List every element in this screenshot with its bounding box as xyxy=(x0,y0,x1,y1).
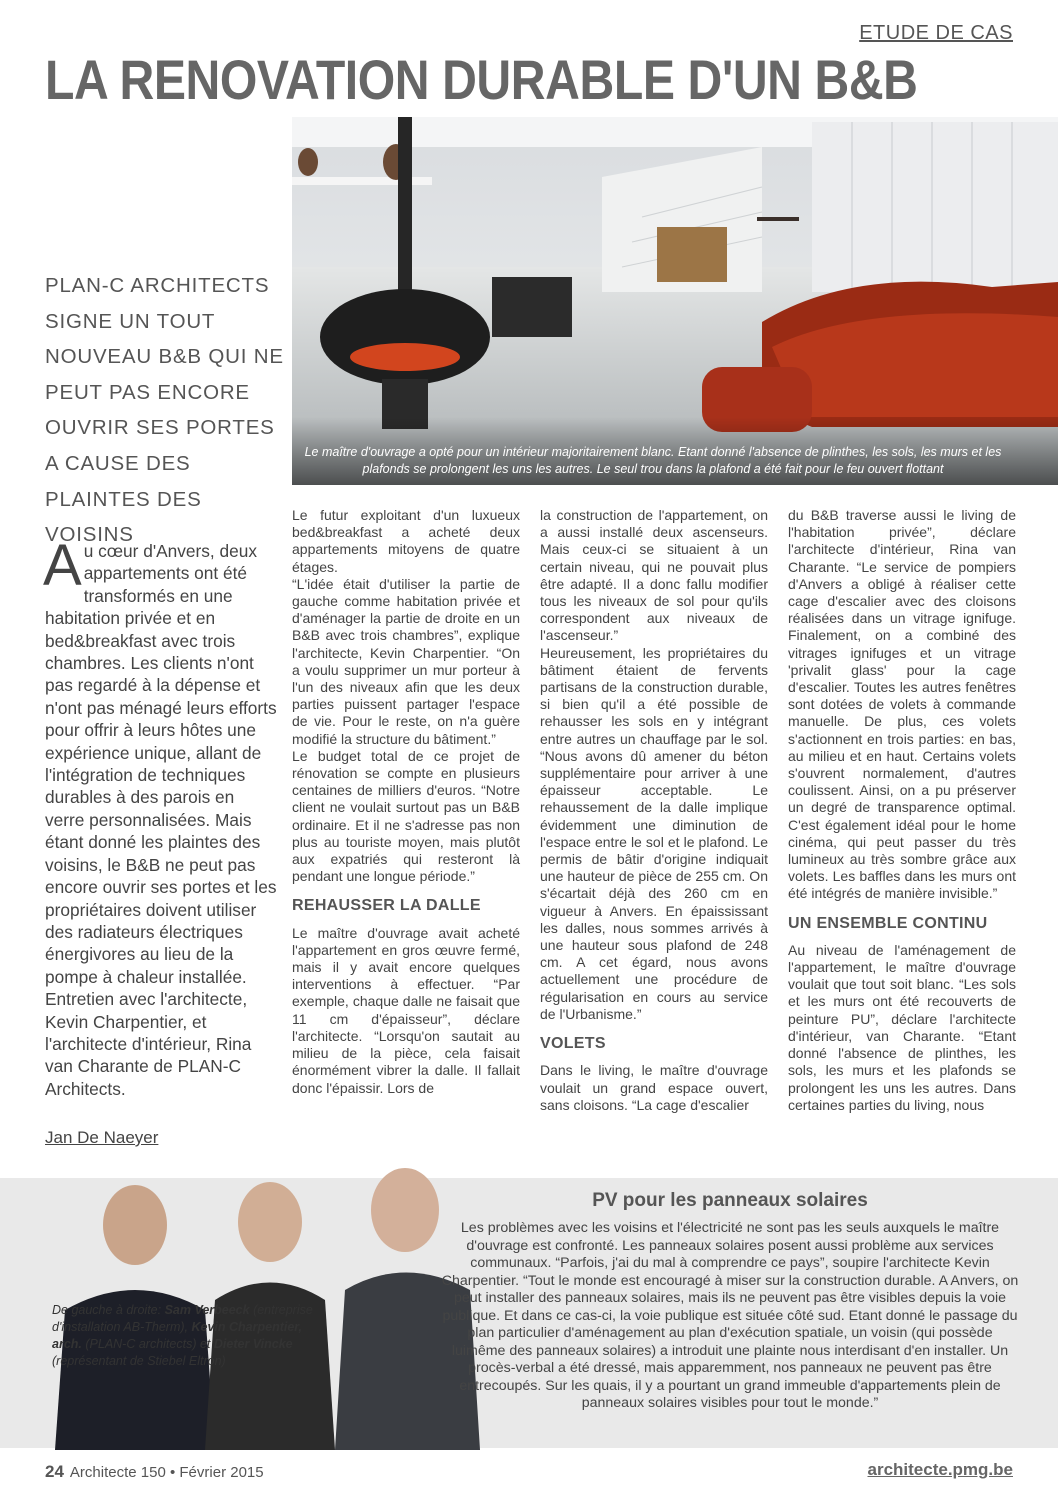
article-column-2 xyxy=(540,507,768,1114)
paragraph: Dans le living, le maître d'ouvrage voulait un grand espace ouvert, sans cloisons. “La cage d'escalier xyxy=(540,1062,768,1113)
sidebar-title: PV pour les panneaux solaires xyxy=(592,1190,868,1211)
paragraph: Le budget total de ce projet de rénovation se compte en plusieurs centaines de milliers d'euros. “Notre client ne voulait surtout pas un B&B ordinaire. Et il ne s'adresse pas non plus au touriste moyen, mais plutôt aux expatriés qui resteront là pendant une longue période.” xyxy=(292,747,520,885)
author-byline: Jan De Naeyer xyxy=(45,1128,159,1147)
subheading-rehausser: REHAUSSER LA DALLE xyxy=(292,897,481,915)
paragraph: la construction de l'appartement, on a aussi installé deux ascenseurs. Mais ceux-ci se situaient à un certain niveau, qui ne pouvait plus être adapté. Il a donc fallu modifier tous les niveaux de sol pour qu'ils correspondent aux niveaux de l'ascenseur.” xyxy=(540,507,768,644)
people-caption xyxy=(52,1302,322,1370)
article-column-1 xyxy=(292,507,520,1097)
intro-lead xyxy=(43,533,277,1100)
caption-name: Kevin Charpentier, arch. xyxy=(52,1320,302,1351)
subheading-ensemble: UN ENSEMBLE CONTINU xyxy=(788,914,988,932)
issue-label: Architecte 150 • Février 2015 xyxy=(69,1464,264,1481)
website-link[interactable]: architecte.pmg.be xyxy=(867,1460,1013,1479)
paragraph: Au niveau de l'aménagement de l'appartement, le maître d'ouvrage voulait que tout soit blanc. “Les sols et les murs ont été recouverts de peinture PU”, déclare l'architecte d'intérieur, van Charante. “Etant donné l'absence de plinthes, les sols, les murs et les plafonds se prolongent les uns les autres. Dans certaines parties du living, nous xyxy=(788,941,1016,1113)
page-number: 24 xyxy=(45,1462,64,1481)
paragraph: Le futur exploitant d'un luxueux bed&breakfast a acheté deux appartements mitoyens de quatre étages. xyxy=(292,507,520,575)
sidebar-text: Les problèmes avec les voisins et l'électricité ne sont pas les seuls auxquels le maître d'ouvrage est confronté. Les panneaux solaires posent aussi problème aux services communaux. “Parfois, j'ai du mal à comprendre ce pays”, soupire l'architecte Kevin Charpentier. “Tout le monde est encouragé à miser sur la construction durable. A Anvers, on peut installer des panneaux solaires, mais ils ne peuvent pas être visibles depuis la voie publique. Et dans ce cas-ci, la voie publique est située côté sud. Etant donné le passage du plan particulier d'aménagement au plan d'exécution spatiale, un voisin (qui possède luimême des panneaux solaires) a introduit une plainte nous interdisant d'en installer. Un procès-verbal a été dressé, mais apparemment, nos panneaux ne peuvent pas être entrecoupés. Sur les quais, il y a pourtant un grand immeuble d'appartements plein de panneaux solaires visibles pour tout le monde.” xyxy=(441,1220,1019,1411)
intro-heading: PLAN-C ARCHITECTS SIGNE UN TOUT NOUVEAU B&B QUI NE PEUT PAS ENCORE OUVRIR SES PORTES A CAUSE DES PLAINTES DES VOISINS xyxy=(45,274,284,547)
hero-photo xyxy=(292,117,1058,485)
caption-text: (PLAN-C architects) et xyxy=(81,1337,214,1351)
section-tag: ETUDE DE CAS xyxy=(859,22,1013,44)
subheading-volets: VOLETS xyxy=(540,1035,606,1053)
page-title: LA RENOVATION DURABLE D'UN B&B xyxy=(45,48,918,111)
caption-name: Dieter Vincke xyxy=(213,1337,293,1351)
paragraph: Heureusement, les propriétaires du bâtiment étaient de fervents partisans de la construction durable, si bien qu'il a été possible de rehausser les sols en y intégrant entre autres un chauffage par le sol. “Nous avons dû amener du béton supplémentaire pour arriver à une épaisseur acceptable. Le rehaussement de la dalle implique évidemment une diminution de l'espace entre le sol et le plafond. Le permis de bâtir d'origine indiquait une hauteur de pièce de 255 cm. On s'écartait déjà des 260 cm en vigueur à Anvers. En épaississant les dalles, nous sommes arrivés à une hauteur sous plafond de 248 cm. A cet égard, nous avons actuellement une procédure de régularisation en cours au service de l'Urbanisme.” xyxy=(540,644,768,1022)
page-footer xyxy=(45,1462,264,1482)
caption-text: De gauche à droite: xyxy=(52,1303,165,1317)
hero-caption: Le maître d'ouvrage a opté pour un intérieur majoritairement blanc. Etant donné l'absence de plinthes, les sols, les murs et les plafonds se prolongent les uns les autres. Le seul trou dans la plafond a été fait pour le feu ouvert flottant xyxy=(304,445,1002,476)
intro-body: u cœur d'Anvers, deux appartements ont été transformés en une habitation privée et en bed&breakfast avec trois chambres. Les clients n'ont pas regardé à la dépense et n'ont pas ménagé leurs efforts pour offrir à leurs hôtes une expérience unique, allant de l'intégration de techniques durables à des parois en verre personnalisées. Mais étant donné les plaintes des voisins, le B&B ne peut pas encore ouvrir ses portes et les propriétaires doivent utiliser des radiateurs électriques énergivores au lieu de la pompe à chaleur installée. Entretien avec l'architecte, Kevin Charpentier, et l'architecte d'intérieur, Rina van Charante de PLAN-C Architects. xyxy=(45,541,277,1099)
caption-text: (représentant de Stiebel Eltron) xyxy=(52,1354,226,1368)
caption-name: Sam Verbeeck xyxy=(164,1303,250,1317)
people-photo xyxy=(25,1150,495,1450)
paragraph: Le maître d'ouvrage avait acheté l'appartement en gros œuvre fermé, mais il y avait encore quelques interventions à effectuer. “Par exemple, chaque dalle ne faisait que 11 cm d'épaisseur”, déclare l'architecte. “Lorsqu'on sautait au milieu de la pièce, cela faisait énormément vibrer la dalle. Il fallait donc l'épaissir. Lors de xyxy=(292,924,520,1096)
article-column-3 xyxy=(788,507,1016,1114)
drop-cap: A xyxy=(43,533,82,598)
caption-text: (entreprise d'installation AB-Therm), xyxy=(52,1303,313,1334)
paragraph: du B&B traverse aussi le living de l'habitation privée”, déclare l'architecte d'intérieur, Rina van Charante. “Le service de pompiers d'Anvers a obligé à réaliser cette cage d'escalier avec des cloisons réalisées dans un vitrage ignifuge. Finalement, on a combiné des vitrages ignifuges et un vitrage 'privalit glass' pour la cage d'escalier. Toutes les autres fenêtres sont dotées de volets à commande manuelle. De plus, ces volets s'actionnent en trois parties: en bas, au milieu et en haut. Certains volets s'ouvrent normalement, d'autres coulissent. Ainsi, on a pu préserver un degré de transparence optimal. C'est également idéal pour le home cinéma, qui peut passer du très lumineux au très sombre grâce aux volets. Les baffles dans les murs ont été intégrés de manière invisible.” xyxy=(788,507,1016,902)
paragraph: “L'idée était d'utiliser la partie de gauche comme habitation privée et d'aménager la partie de droite en un B&B avec trois chambres”, explique l'architecte, Kevin Charpentier. “On a voulu supprimer un mur porteur à l'un des niveaux afin que les deux parties puissent partager l'espace de vie. Pour le reste, on n'a guère modifié la structure du bâtiment.” xyxy=(292,575,520,747)
